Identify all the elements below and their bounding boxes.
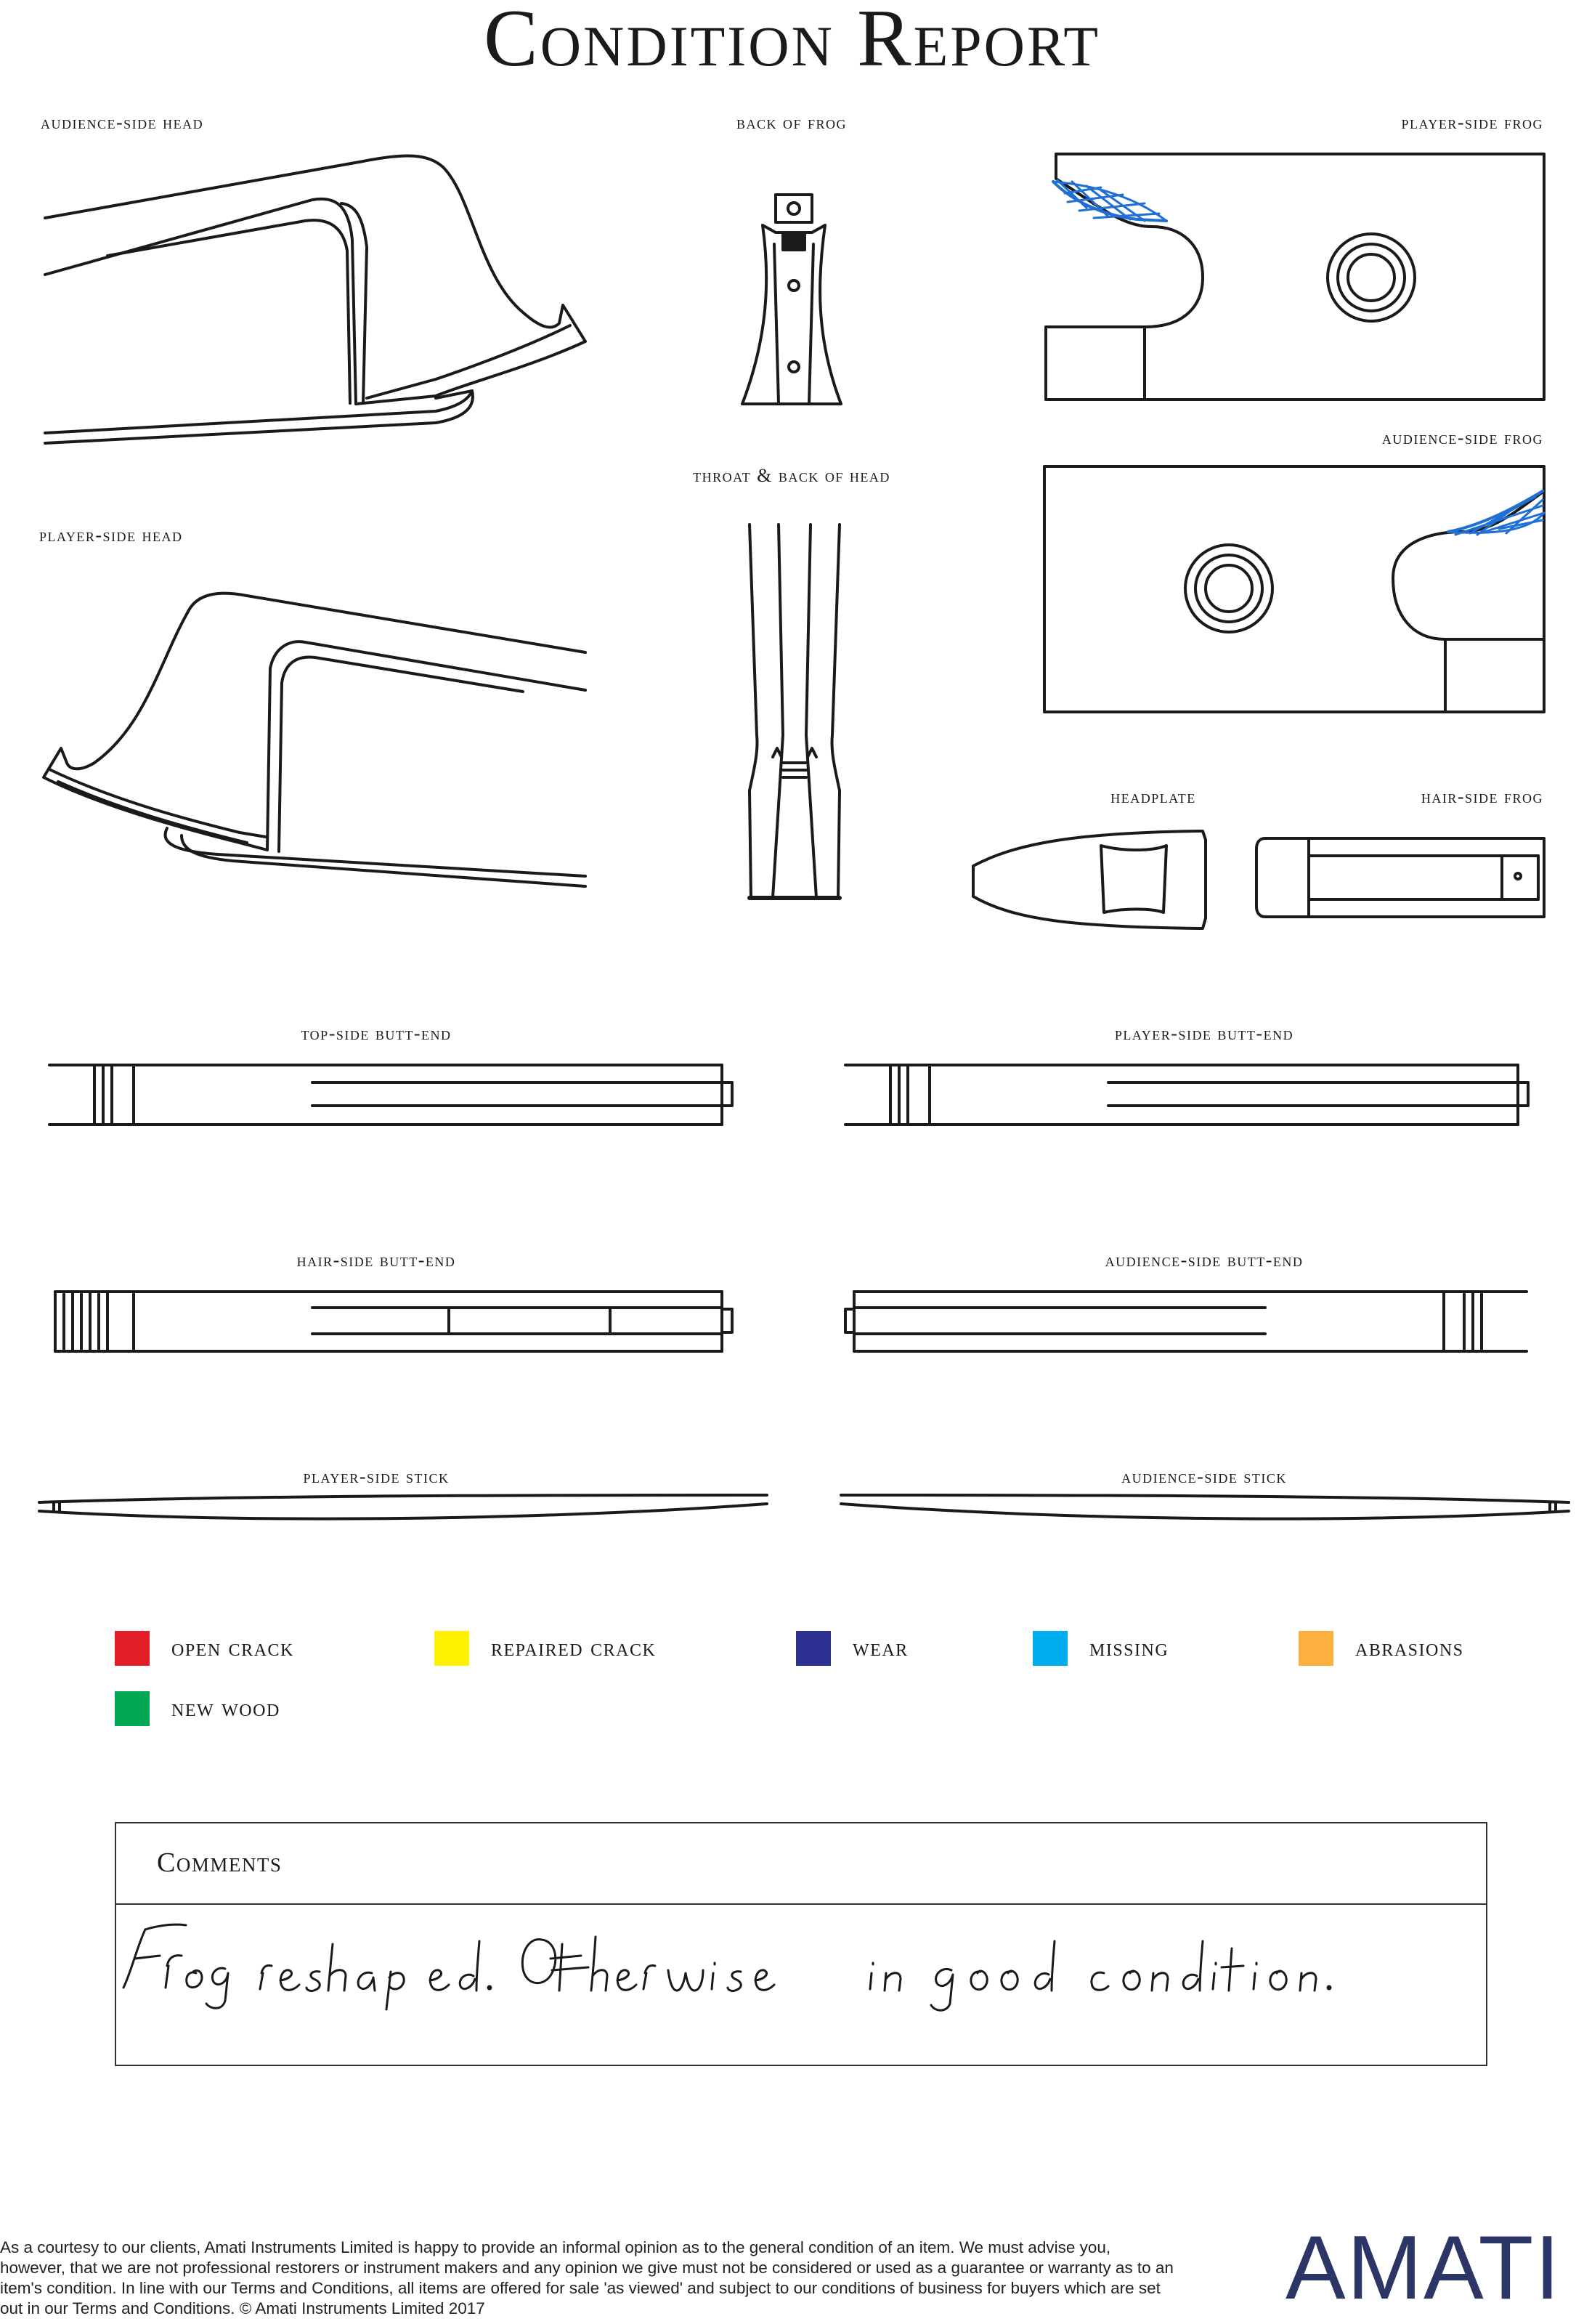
legend-item-open-crack [115,1631,294,1666]
label-top-side-butt-end: top-side butt-end [301,1023,452,1044]
label-hair-side-butt-end: hair-side butt-end [296,1250,456,1271]
missing-swatch [1033,1631,1068,1666]
page-title: Condition Report [484,0,1100,84]
new-wood-swatch [115,1691,150,1726]
legend-label: open crack [171,1635,294,1661]
label-player-side-butt-end: player-side butt-end [1114,1023,1294,1044]
repaired-crack-swatch [434,1631,469,1666]
legend-label: wear [853,1635,909,1661]
legend-item-missing [1033,1631,1169,1666]
handwritten-comment [116,1915,1489,2017]
label-player-side-head: player-side head [39,525,183,546]
legend-item-new-wood [115,1691,280,1726]
headplate-diagram [970,827,1210,936]
audience-side-butt-end-diagram [844,1287,1534,1360]
comments-label: Comments [157,1847,283,1878]
audience-side-stick-diagram [840,1489,1573,1533]
legend-item-abrasions [1299,1631,1464,1666]
label-throat-back-of-head: throat & back of head [693,465,890,486]
abrasions-swatch [1299,1631,1333,1666]
label-audience-side-butt-end: audience-side butt-end [1105,1250,1304,1271]
label-player-side-frog: player-side frog [1401,112,1543,133]
top-side-butt-end-diagram [48,1061,738,1133]
hair-side-frog-diagram [1255,835,1553,923]
wear-swatch [796,1631,831,1666]
legend-label: missing [1089,1635,1169,1661]
legend-label: abrasions [1355,1635,1464,1661]
label-hair-side-frog: hair-side frog [1421,786,1543,807]
comments-box[interactable] [115,1822,1487,2066]
label-audience-side-frog: audience-side frog [1381,427,1543,448]
open-crack-swatch [115,1631,150,1666]
disclaimer-text: As a courtesy to our clients, Amati Instruments Limited is happy to provide an informal opinion as to the general condition of an item. We must advise you, however, that we are not professional restorers or instrument makers and any opinion we give must not be considered or used as a guarantee or warranty as to an item's condition. In line with our Terms and Conditions, all items are offered for sale 'as viewed' and subject to our conditions of business for buyers which are set out in our Terms and Conditions. © Amati Instruments Limited 2017 [0,2238,1174,2317]
legend-item-wear [796,1631,909,1666]
player-side-stick-diagram [38,1489,771,1533]
label-back-of-frog: back of frog [736,112,848,133]
label-player-side-stick: player-side stick [303,1466,450,1487]
label-audience-side-stick: audience-side stick [1121,1466,1287,1487]
amati-logo: AMATI [1286,2218,1561,2318]
label-audience-side-head: audience-side head [41,112,204,133]
player-side-butt-end-diagram [844,1061,1534,1133]
legend-label: repaired crack [491,1635,657,1661]
comments-divider [116,1903,1486,1905]
label-headplate: headplate [1110,786,1196,807]
legend-item-repaired-crack [434,1631,656,1666]
hair-side-butt-end-diagram [48,1287,738,1360]
legend-label: new wood [171,1695,280,1722]
